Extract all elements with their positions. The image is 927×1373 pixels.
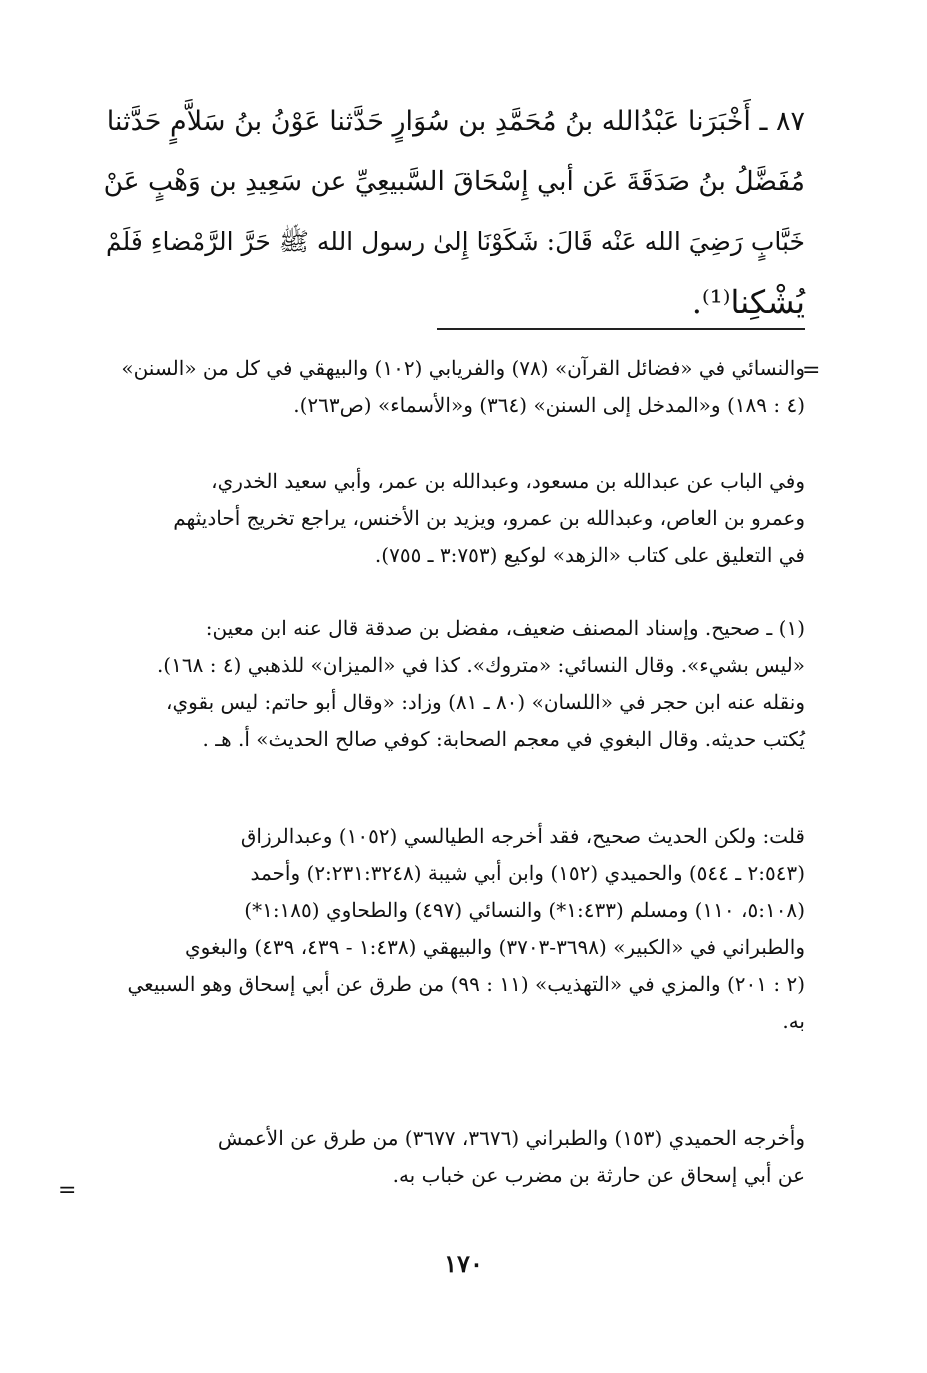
footnote-line: وعمرو بن العاص، وعبدالله بن عمرو، ويزيد بن الأخنس، يراجع تخريج أحاديثهم [173,506,805,530]
footnote-para-1 [98,350,805,424]
footnote-line: يُكتب حديثه. وقال البغوي في معجم الصحابة: كوفي صالح الحديث» أ. هـ . [202,727,805,751]
footnote-para-3 [98,610,805,758]
footnote-para-2 [98,463,805,574]
footnote-line: به. [782,1009,805,1033]
footnote-line: (١) ـ صحيح. وإسناد المصنف ضعيف، مفضل بن صدقة قال عنه ابن معين: [205,616,805,640]
footnote-line: ونقله عنه ابن حجر في «اللسان» (٨٠ ـ ٨١) وزاد: «وقال أبو حاتم: ليس بقوي، [166,690,805,714]
hadith-line: يُشْكِنا⁽¹⁾. [691,283,805,321]
footnote-line: (٤ : ١٨٩) و«المدخل إلى السنن» (٣٦٤) و«الأسماء» (ص٢٦٣). [293,393,805,417]
footnote-line: عن أبي إسحاق عن حارثة بن مضرب عن خباب به. [392,1163,805,1187]
footnote-line: (٢:٥٤٣ ـ ٥٤٤) والحميدي (١٥٢) وابن أبي شيبة (٢:٢٣١:٣٢٤٨) وأحمد [250,861,805,885]
footnote-line: في التعليق على كتاب «الزهد» لوكيع (٣:٧٥٣ ـ ٧٥٥). [374,543,805,567]
footnote-line: (٢ : ٢٠١) والمزي في «التهذيب» (١١ : ٩٩) من طرق عن أبي إسحاق وهو السبيعي [127,972,805,996]
footnote-line: وأخرجه الحميدي (١٥٣) والطبراني (٣٦٧٦، ٣٦٧٧) من طرق عن الأعمش [217,1126,805,1150]
footnote-para-5 [98,1120,805,1194]
hadith-line: ٨٧ ـ أَخْبَرَنا عَبْدُالله بنُ مُحَمَّدِ بن سُوَارٍ حَدَّثنا عَوْنُ بنُ سَلاَّمٍ حَدَّثنا [106,106,805,137]
continuation-marker-top: = [802,358,821,383]
hadith-line: مُفَضَّلُ بنُ صَدَقَةَ عَن أبي إِسْحَاقَ السَّبيعِيِّ عن سَعِيدِ بن وَهْبٍ عَنْ [103,166,805,197]
hadith-text [100,92,805,332]
footnote-para-4 [98,818,805,1040]
footnote-line: «ليس بشيء». وقال النسائي: «متروك». كذا في «الميزان» للذهبي (٤ : ١٦٨). [156,653,805,677]
footnote-line: والطبراني في «الكبير» (٣٦٩٨-٣٧٠٣) والبيهقي (١:٤٣٨ - ٤٣٩، ٤٣٩) والبغوي [184,935,805,959]
footnote-line: وفي الباب عن عبدالله بن مسعود، وعبدالله بن عمر، وأبي سعيد الخدري، [211,469,805,493]
footnote-line: والنسائي في «فضائل القرآن» (٧٨) والفريابي (١٠٢) والبيهقي في كل من «السنن» [121,356,805,380]
continuation-marker-bottom: = [58,1178,77,1203]
footnote-separator [437,328,805,330]
page-number: ١٧٠ [444,1249,483,1278]
hadith-line: خَبَّابٍ رَضِيَ الله عَنْه قَالَ: شَكَوْنَا إِلىٰ رسول الله ﷺ حَرَّ الرَّمْضاءِ فَلَمْ [105,227,805,256]
footnote-line: (٥:١٠٨، ١١٠) ومسلم (١:٤٣٣*) والنسائي (٤٩٧) والطحاوي (١:١٨٥*) [244,898,805,922]
footnote-line: قلت: ولكن الحديث صحيح، فقد أخرجه الطيالسي (١٠٥٢) وعبدالرزاق [240,824,805,848]
